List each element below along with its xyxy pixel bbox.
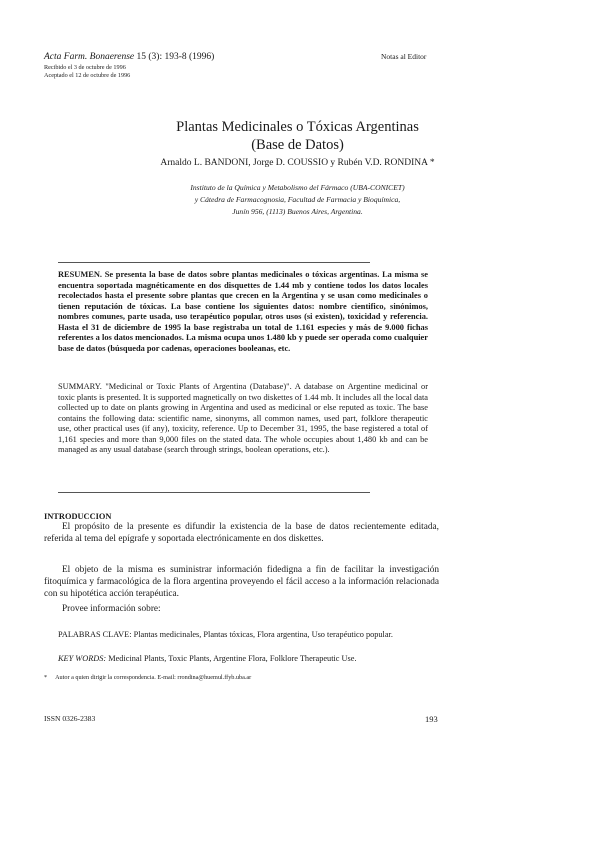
authors: Arnaldo L. BANDONI, Jorge D. COUSSIO y Rubén V.D. RONDINA * [160, 158, 435, 168]
journal-volume: 15 (3): 193-8 (1996) [136, 52, 215, 62]
affiliation-line-3: Junín 956, (1113) Buenos Aires, Argentina. [232, 207, 363, 216]
keywords-spanish: PALABRAS CLAVE: Plantas medicinales, Plantas tóxicas, Flora argentina, Uso terapéutico popular. [58, 630, 393, 639]
abstract-top-rule [58, 262, 370, 263]
affiliation [0, 182, 595, 218]
article-title [0, 118, 595, 154]
title-line-1: Plantas Medicinales o Tóxicas Argentinas [176, 119, 419, 135]
issn: ISSN 0326-2383 [44, 714, 96, 723]
abstract-spanish: RESUMEN. Se presenta la base de datos sobre plantas medicinales o tóxicas argentinas. La misma se encuentra soportada magnéticamente en dos disquettes de 1.44 mb y contiene todos los datos locales recolectados hasta el presente sobre plantas que crecen en la Argentina y se usan como medicinales o tienen reputación de tóxicas. La base contiene los siguientes datos: nombre cientifico, sinónimos, nombres comunes, parte usada, uso terapéutico popular, otros usos (si existen), toxicidad y referencia. Hasta el 31 de diciembre de 1995 la base registraba un total de 1.161 especies y más de 9.000 fichas referentes a los datos mencionados. La misma ocupa unos 1.480 kb y puede ser operada como cualquier base de datos (búsqueda por cadenas, operaciones booleanas, etc. [58, 270, 428, 353]
journal-name: Acta Farm. Bonaerense [44, 52, 135, 62]
received-date: Recibido el 3 de octubre de 1996 [44, 64, 126, 71]
intro-paragraph-3: Provee información sobre: [62, 604, 161, 614]
abstract-bottom-rule [58, 492, 370, 493]
footnote-text: Autor a quien dirigir la correspondencia. E-mail: rrondina@huemul.ffyb.uba.ar [55, 674, 252, 681]
journal-citation [44, 52, 214, 62]
footnote-mark: * [44, 674, 48, 681]
page-number: 193 [425, 714, 438, 724]
dates-block [44, 64, 130, 81]
accepted-date: Aceptado el 12 de octubre de 1996 [44, 72, 131, 80]
affiliation-line-1: Instituto de la Química y Metabolismo del Fármaco (UBA-CONICET) [190, 183, 405, 192]
keywords-english [58, 654, 428, 665]
title-line-2: (Base de Datos) [251, 137, 344, 153]
abstract-english: SUMMARY. "Medicinal or Toxic Plants of Argentina (Database)". A database on Argentine medicinal or toxic plants is presented. It is supported magnetically on two diskettes of 1.44 mb. It includes all the local data collected up to date on plants growing in Argentina and used as medicinal or else reputed as toxic. The base contains the following data: scientific name, sinonyms, all common names, used part, folklore therapeutic use, other practical uses (if any), toxicity, reference. Up to December 31, 1995, the base registered a total of 1,161 species and more than 9,000 files on the stated data. The whole occupies about 1,480 kb and can be managed as any usual database (search through strings, boolean operations, etc.). [58, 382, 428, 454]
footnote [44, 674, 251, 681]
keywords-english-text: Medicinal Plants, Toxic Plants, Argentine Flora, Folklore Therapeutic Use. [106, 654, 357, 663]
affiliation-line-2: y Cátedra de Farmacognosia, Facultad de Farmacia y Bioquímica, [194, 195, 401, 204]
section-label: Notas al Editor [381, 52, 427, 61]
section-heading-introduccion: INTRODUCCION [44, 512, 112, 521]
intro-paragraph-2: El objeto de la misma es suministrar información fidedigna a fin de facilitar la investigación fitoquímica y farmacológica de la flora argentina proveyendo el fácil acceso a la información relacionada con su hipotética acción terapéutica. [44, 565, 439, 600]
keywords-english-label: KEY WORDS: [58, 654, 107, 663]
intro-paragraph-1: El propósito de la presente es difundir la existencia de la base de datos recientemente editada, referida al tema del epígrafe y soportada electrónicamente en dos diskettes. [44, 522, 439, 545]
